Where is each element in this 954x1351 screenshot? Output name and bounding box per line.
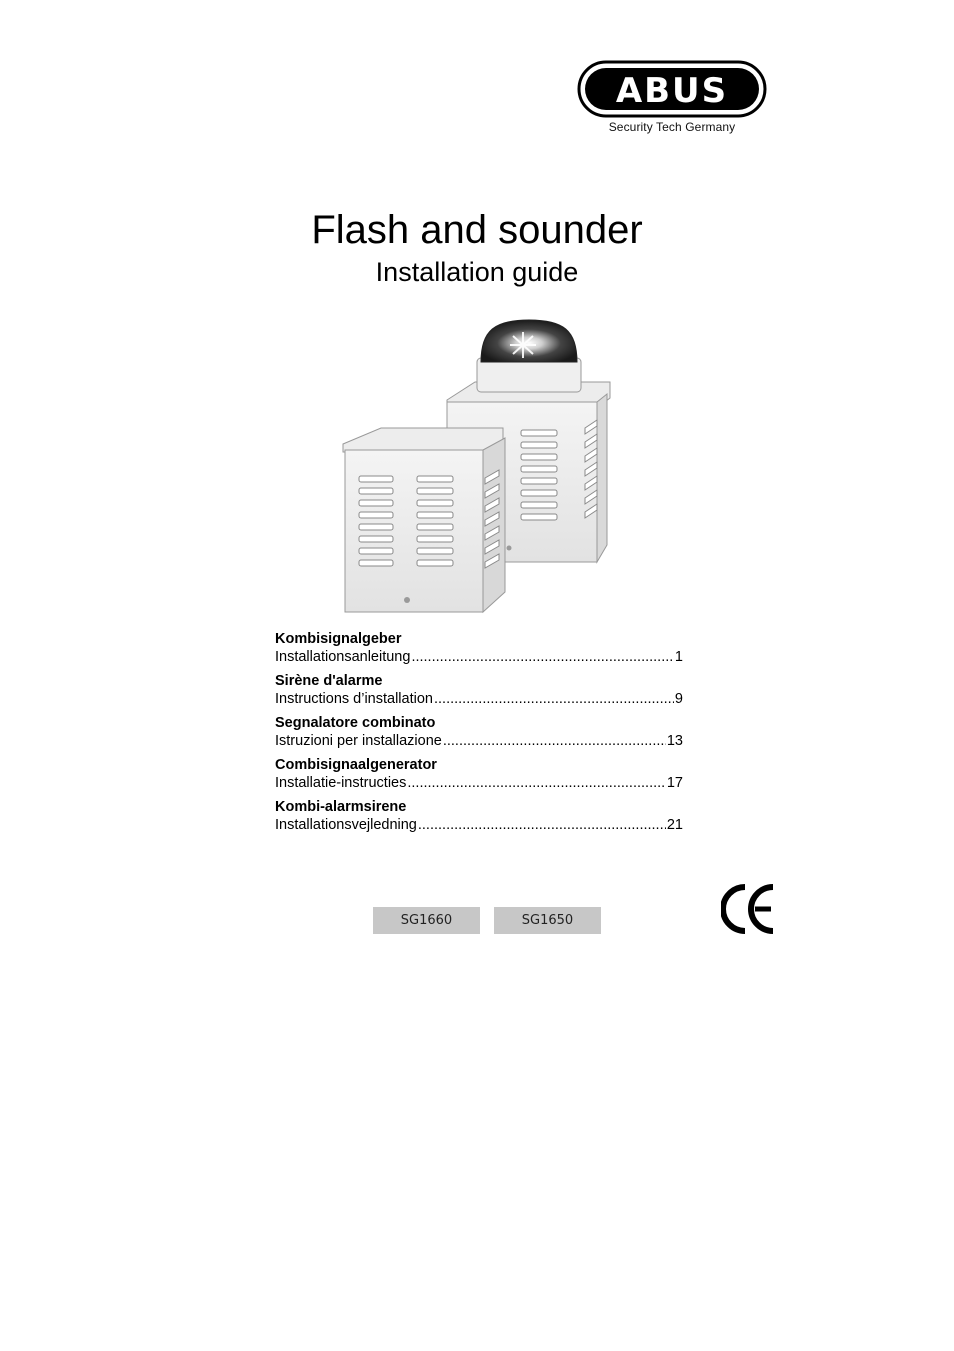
toc-language-title: Sirène d'alarme (275, 673, 383, 689)
sounder-box (343, 428, 505, 612)
toc-leader (407, 774, 666, 792)
document-title: Flash and sounder (311, 208, 643, 252)
toc-leader (443, 732, 666, 750)
logo-tagline: Security Tech Germany (608, 120, 736, 134)
toc-language-title: Kombisignalgeber (275, 631, 402, 647)
toc-entry-italian (275, 714, 683, 750)
toc-leader (434, 690, 674, 708)
toc-entry-german (275, 630, 683, 666)
toc-page-number: 9 (674, 691, 683, 707)
ce-mark-icon (721, 881, 777, 937)
toc-entry-dutch (275, 756, 683, 792)
model-badge-sg1650: SG1650 (494, 907, 601, 934)
toc-leader (418, 816, 666, 834)
toc-entry-danish (275, 798, 683, 834)
toc-page-number: 1 (674, 649, 683, 665)
model-badge-sg1660: SG1660 (373, 907, 480, 934)
toc-label: Installationsvejledning (275, 817, 417, 833)
abus-logo (577, 60, 767, 140)
toc-label: Installatie-instructies (275, 775, 407, 791)
toc-language-title: Segnalatore combinato (275, 715, 436, 731)
product-image (335, 310, 620, 620)
table-of-contents (275, 630, 683, 840)
toc-page-number: 13 (666, 733, 683, 749)
toc-label: Istruzioni per installazione (275, 733, 442, 749)
toc-leader (411, 648, 673, 666)
toc-entry-french (275, 672, 683, 708)
toc-page-number: 21 (666, 817, 683, 833)
toc-language-title: Combisignaalgenerator (275, 757, 437, 773)
svg-text:ABUS: ABUS (615, 71, 729, 111)
abus-logo-mark (577, 60, 767, 118)
document-subtitle: Installation guide (375, 257, 579, 287)
toc-language-title: Kombi-alarmsirene (275, 799, 407, 815)
toc-page-number: 17 (666, 775, 683, 791)
toc-label: Instructions d’installation (275, 691, 433, 707)
toc-label: Installationsanleitung (275, 649, 411, 665)
